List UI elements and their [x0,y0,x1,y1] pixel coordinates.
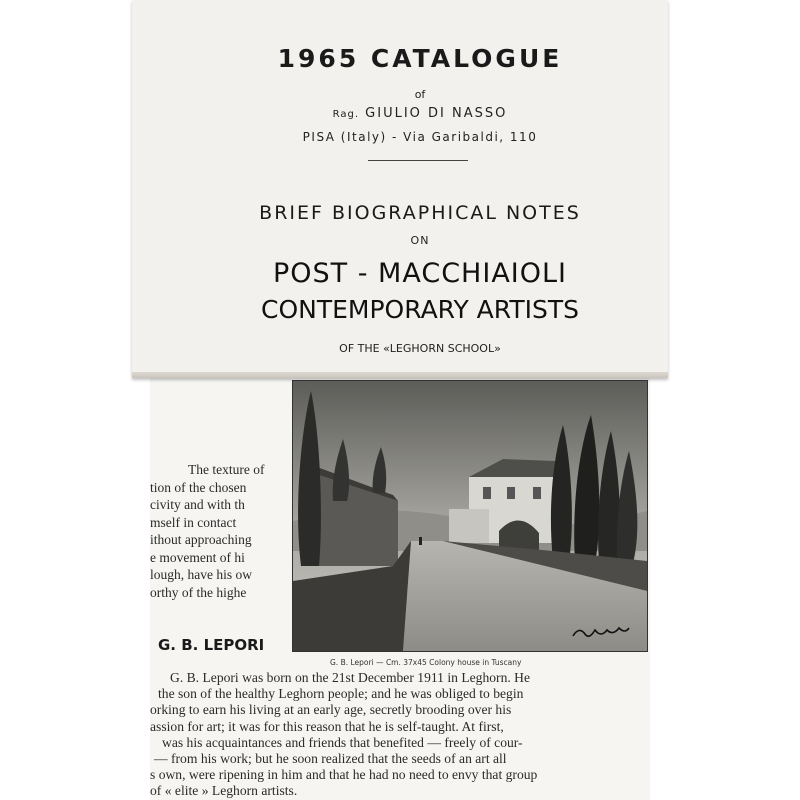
paper-fold [132,372,668,378]
painting-photo [292,380,648,652]
painting-image [293,381,647,651]
subject-line-2: CONTEMPORARY ARTISTS [261,295,579,324]
intro-line: The texture of [188,462,265,477]
intro-line: lough, have his ow [150,567,252,582]
catalogue-cover-sheet [132,0,668,378]
intro-line: tion of the chosen [150,479,247,495]
brief-notes-heading: BRIEF BIOGRAPHICAL NOTES [259,202,581,224]
on-label: ON [410,234,430,247]
divider [368,160,468,161]
intro-line: civity and with th [150,497,245,512]
biography-line: G. B. Lepori was born on the 21st December 1911 in Leghorn. He [170,670,531,685]
biography-text [150,670,650,800]
biography-line: — from his work; but he soon realized that the seeds of an art all [154,751,507,767]
intro-line: mself in contact [150,514,237,530]
biography-line: assion for art; it was for this reason that he is self-taught. At first, [150,718,504,734]
intro-line: ithout approaching [150,532,252,547]
subject-line-1: POST - MACCHIAIOLI [272,258,568,289]
dealer-name [132,106,668,121]
of-label: of [414,88,426,101]
painting-caption: G. B. Lepori — Cm. 37x45 Colony house in Tuscany [330,658,522,667]
intro-line: orthy of the highe [150,584,247,600]
intro-paragraph [150,461,296,601]
intro-line: e movement of hi [150,549,245,565]
dealer-name-text: GIULIO DI NASSO [365,106,508,121]
dealer-prefix: Rag. [332,109,360,120]
dealer-address: PISA (Italy) - Via Garibaldi, 110 [302,130,538,144]
biography-line: of « elite » Leghorn artists. [150,783,298,799]
biography-line: s own, were ripening in him and that he had no need to envy that group [150,767,538,783]
school-line: OF THE «LEGHORN SCHOOL» [339,342,501,355]
biography-line: the son of the healthy Leghorn people; and he was obliged to begin [158,686,524,702]
catalogue-title: 1965 CATALOGUE [277,44,563,73]
artist-heading: G. B. LEPORI [158,636,265,654]
biography-line: orking to earn his living at an early age, secretly brooding over his [150,702,512,718]
biography-line: was his acquaintances and friends that benefited — freely of cour- [162,734,523,750]
